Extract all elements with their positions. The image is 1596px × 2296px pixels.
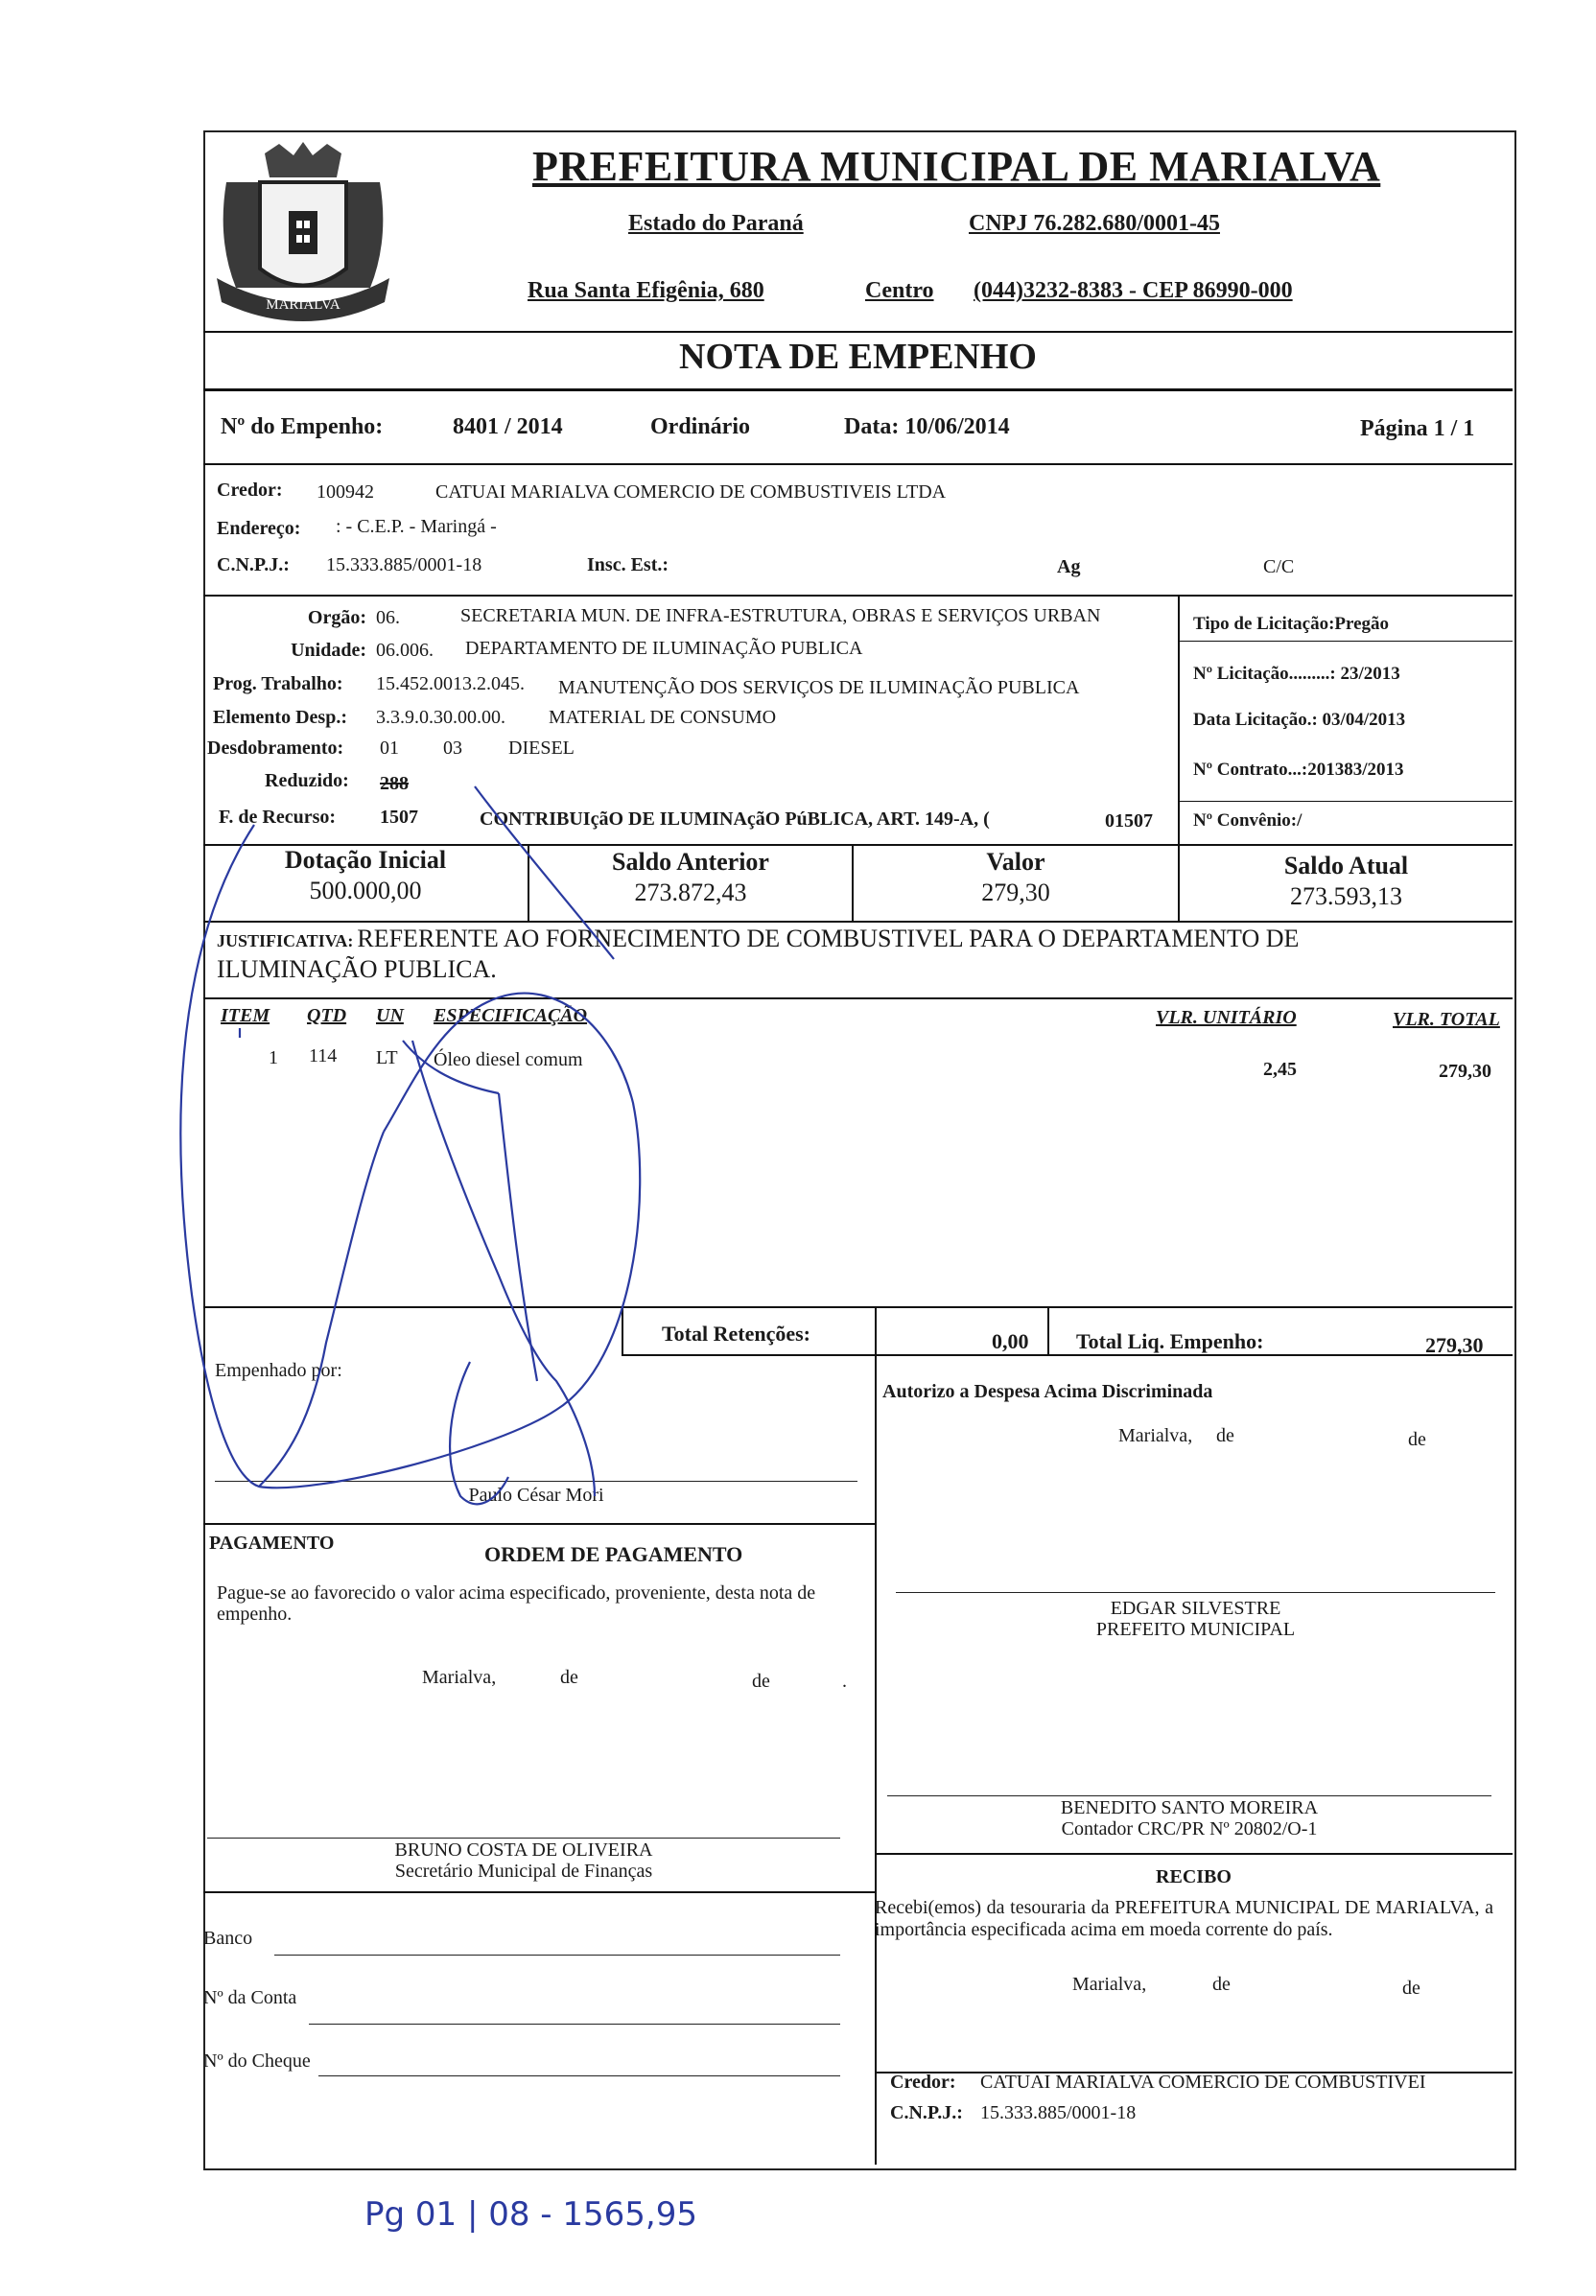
state-name: Estado do Paraná — [628, 211, 804, 236]
elemento-label: Elemento Desp.: — [213, 707, 347, 728]
ie-label: Insc. Est.: — [587, 554, 669, 575]
prog-label: Prog. Trabalho: — [213, 673, 343, 694]
valor-value: 279,30 — [981, 879, 1050, 906]
credor-name: CATUAI MARIALVA COMERCIO DE COMBUSTIVEIS LTDA — [435, 481, 947, 503]
recibo-cnpj: 15.333.885/0001-18 — [980, 2102, 1137, 2123]
item-number: 1 — [269, 1047, 278, 1068]
total-liq-value: 279,30 — [1425, 1333, 1484, 1357]
unidade-label: Unidade: — [291, 640, 366, 661]
endereco-label: Endereço: — [217, 518, 301, 539]
saldo-anterior-label: Saldo Anterior — [612, 848, 769, 876]
reduzido-label: Reduzido: — [265, 770, 349, 791]
col-un: UN — [376, 1005, 404, 1026]
desdobramento-a: 01 — [380, 738, 399, 759]
pagamento-role: Secretário Municipal de Finanças — [394, 1861, 653, 1882]
contador-role: Contador CRC/PR Nº 20802/O-1 — [1061, 1818, 1318, 1839]
cnpj-value: 15.333.885/0001-18 — [326, 554, 482, 575]
reduzido-value: 288 — [380, 773, 409, 794]
pagamento-de2: de — [752, 1671, 770, 1692]
pagamento-text: Pague-se ao favorecido o valor acima especificado, proveniente, desta nota de empenho. — [217, 1582, 816, 1625]
pagamento-dot: . — [842, 1671, 847, 1692]
recibo-de1: de — [1212, 1974, 1231, 1995]
justificativa-line2: ILUMINAÇÃO PUBLICA. — [217, 955, 497, 983]
recurso-label: F. de Recurso: — [219, 807, 337, 828]
justificativa-label: JUSTIFICATIVA: — [217, 931, 354, 950]
recibo-de2: de — [1402, 1978, 1420, 1999]
svg-text:MARIALVA: MARIALVA — [266, 297, 340, 313]
col-item: ITEM — [221, 1005, 270, 1026]
retencoes-label: Total Retenções: — [662, 1322, 810, 1346]
recibo-credor: CATUAI MARIALVA COMERCIO DE COMBUSTIVEI — [980, 2072, 1426, 2093]
district: Centro — [865, 278, 934, 303]
prog-code: 15.452.0013.2.045. — [376, 673, 525, 694]
desdobramento-name: DIESEL — [508, 738, 575, 759]
prog-name: MANUTENÇÃO DOS SERVIÇOS DE ILUMINAÇÃO PUBLICA — [558, 677, 1080, 698]
empenho-label: Nº do Empenho: — [221, 414, 384, 439]
cnpj-label: C.N.P.J.: — [217, 554, 290, 575]
ag-label: Ag — [1057, 556, 1081, 577]
empenhado-label: Empenhado por: — [215, 1360, 342, 1381]
cheque-label: Nº do Cheque — [203, 2050, 311, 2072]
item-un: LT — [376, 1047, 398, 1068]
credor-code: 100942 — [317, 481, 374, 503]
cnpj-header: CNPJ 76.282.680/0001-45 — [969, 211, 1220, 236]
recurso-code2: 01507 — [1105, 810, 1153, 832]
valor-label: Valor — [986, 848, 1045, 876]
handwritten-note: Pg 01 | 08 - 1565,95 — [364, 2195, 697, 2234]
recurso-name: CONTRIBUIçãO DE ILUMINAçãO PúBLICA, ART. 149-A, ( — [480, 808, 990, 830]
pagamento-de1: de — [560, 1667, 578, 1688]
empenhado-signer: Paulo César Mori — [468, 1485, 604, 1506]
document-title: NOTA DE EMPENHO — [679, 337, 1037, 377]
recibo-label: RECIBO — [1156, 1866, 1232, 1887]
col-total: VLR. TOTAL — [1393, 1009, 1500, 1030]
empenho-date: Data: 10/06/2014 — [844, 414, 1010, 439]
licitacao-convenio: Nº Convênio:/ — [1193, 810, 1303, 831]
pagamento-label: PAGAMENTO — [209, 1533, 335, 1554]
autorizo-de2: de — [1408, 1429, 1426, 1450]
unidade-code: 06.006. — [376, 640, 434, 661]
address: Rua Santa Efigênia, 680 — [528, 278, 764, 303]
autorizo-role: PREFEITO MUNICIPAL — [1095, 1619, 1296, 1640]
col-unit-price: VLR. UNITÁRIO — [1156, 1007, 1297, 1028]
endereco-value: : - C.E.P. - Maringá - — [336, 516, 497, 537]
empenho-number: 8401 / 2014 — [453, 414, 563, 439]
contador-signer: BENEDITO SANTO MOREIRA — [1060, 1797, 1319, 1818]
city-title: PREFEITURA MUNICIPAL DE MARIALVA — [532, 143, 1381, 190]
desdobramento-b: 03 — [443, 738, 462, 759]
item-total: 279,30 — [1439, 1061, 1491, 1082]
desdobramento-label: Desdobramento: — [207, 738, 344, 759]
licitacao-data: Data Licitação.: 03/04/2013 — [1193, 710, 1406, 730]
licitacao-numero: Nº Licitação.........: 23/2013 — [1193, 664, 1400, 684]
autorizo-label: Autorizo a Despesa Acima Discriminada — [882, 1381, 1213, 1402]
col-spec: ESPECIFICAÇÃO — [434, 1005, 588, 1026]
credor-label: Credor: — [217, 480, 283, 501]
dotacao-value: 500.000,00 — [309, 877, 422, 904]
retencoes-value: 0,00 — [992, 1329, 1029, 1353]
conta-label: Nº da Conta — [203, 1987, 297, 2008]
phone-cep: (044)3232-8383 - CEP 86990-000 — [974, 278, 1293, 303]
pagamento-place: Marialva, — [422, 1667, 497, 1688]
elemento-name: MATERIAL DE CONSUMO — [549, 707, 777, 728]
item-unit-price: 2,45 — [1263, 1059, 1297, 1080]
page-number: Página 1 / 1 — [1360, 416, 1475, 441]
item-qtd: 114 — [309, 1045, 338, 1066]
orgao-label: Orgão: — [307, 607, 366, 628]
col-qtd: QTD — [307, 1005, 347, 1026]
recurso-code: 1507 — [380, 807, 418, 828]
saldo-atual-label: Saldo Atual — [1283, 852, 1409, 879]
saldo-anterior-value: 273.872,43 — [634, 879, 747, 906]
autorizo-signer: EDGAR SILVESTRE — [1110, 1598, 1281, 1619]
empenho-type: Ordinário — [650, 414, 751, 439]
recibo-text: Recebi(emos) da tesouraria da PREFEITURA MUNICIPAL DE MARIALVA, a importância especificada acima em moeda corrente do país. — [875, 1897, 1493, 1940]
dotacao-label: Dotação Inicial — [284, 846, 447, 874]
orgao-code: 06. — [376, 607, 400, 628]
licitacao-tipo: Tipo de Licitação:Pregão — [1193, 614, 1390, 634]
justificativa-line1: REFERENTE AO FORNECIMENTO DE COMBUSTIVEL PARA O DEPARTAMENTO DE — [357, 925, 1300, 952]
licitacao-contrato: Nº Contrato...:201383/2013 — [1193, 760, 1404, 780]
pagamento-signer: BRUNO COSTA DE OLIVEIRA — [394, 1839, 653, 1861]
autorizo-place: Marialva, — [1118, 1425, 1193, 1446]
unidade-name: DEPARTAMENTO DE ILUMINAÇÃO PUBLICA — [465, 638, 863, 659]
item-spec: Óleo diesel comum — [434, 1049, 583, 1070]
autorizo-de1: de — [1216, 1425, 1234, 1446]
recibo-place: Marialva, — [1072, 1974, 1147, 1995]
cc-label: C/C — [1263, 556, 1295, 577]
banco-label: Banco — [203, 1928, 253, 1949]
elemento-code: 3.3.9.0.30.00.00. — [376, 707, 505, 728]
total-liq-label: Total Liq. Empenho: — [1076, 1329, 1264, 1353]
orgao-name: SECRETARIA MUN. DE INFRA-ESTRUTURA, OBRAS E SERVIÇOS URBAN — [460, 605, 1101, 626]
ordem-pagamento: ORDEM DE PAGAMENTO — [484, 1542, 743, 1566]
saldo-atual-value: 273.593,13 — [1290, 882, 1402, 910]
recibo-credor-label: Credor: — [890, 2072, 956, 2093]
recibo-cnpj-label: C.N.P.J.: — [890, 2102, 963, 2123]
